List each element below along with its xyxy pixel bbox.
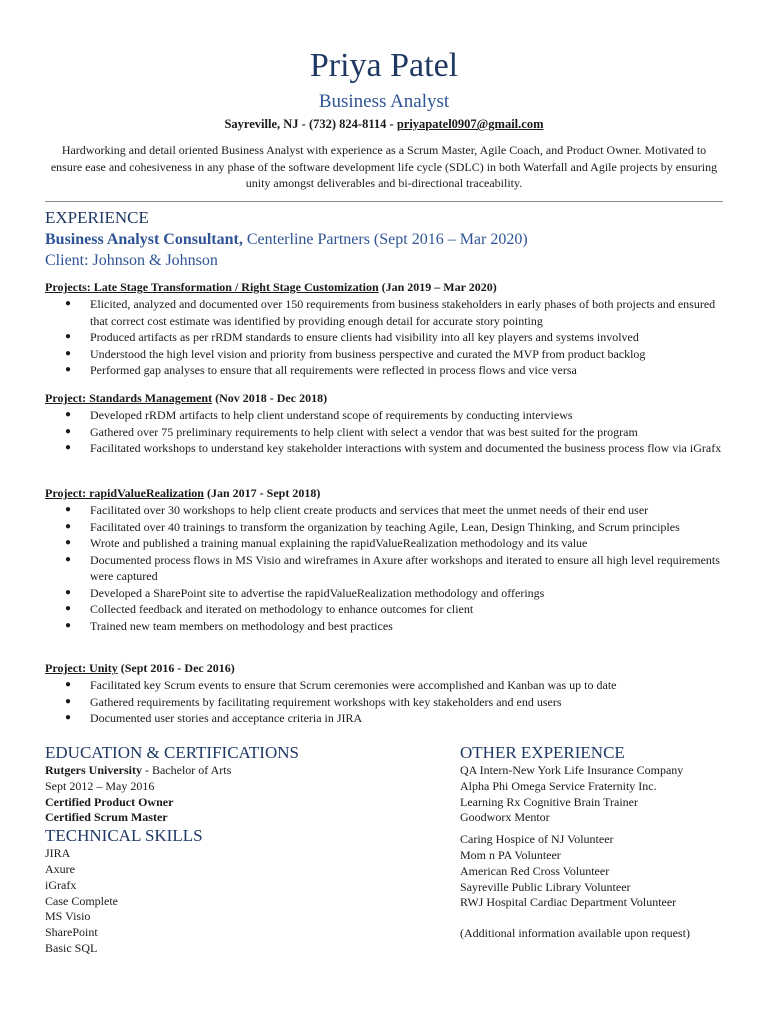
bullet-item: ● Gathered over 75 preliminary requirements to help client with select a vendor that was best suited for the program	[65, 424, 638, 439]
project-dates: (Sept 2016 - Dec 2016)	[117, 661, 235, 675]
experience-heading: EXPERIENCE	[45, 208, 149, 227]
bullet-item: ● Wrote and published a training manual explaining the rapidValueRealization methodology and its value	[65, 536, 588, 550]
project-name: Project: rapidValueRealization	[45, 486, 204, 500]
school-name: Rutgers University	[45, 763, 142, 777]
bullet-item: ● Facilitated workshops to understand key stakeholder interactions with system and documented the business process flow via iGrafx	[65, 441, 722, 455]
spacer	[460, 911, 750, 926]
email-link[interactable]: priyapatel0907@gmail.com	[396, 117, 544, 131]
job-company: Centerline Partners (Sept 2016 – Mar 2020)	[242, 231, 528, 248]
other-experience-item: Goodworx Mentor	[460, 810, 550, 825]
additional-info-note: (Additional information available upon request)	[460, 926, 690, 941]
project-block	[45, 660, 725, 727]
bullet-item: ● Facilitated over 40 trainings to transform the organization by teaching Agile, Lean, Design Thinking, and Scrum principles	[65, 519, 680, 534]
bullet-item: ● Documented user stories and acceptance criteria in JIRA	[65, 711, 363, 725]
bullet-item: ● Developed a SharePoint site to advertise the rapidValueRealization methodology and offerings	[65, 585, 545, 600]
other-experience-item: RWJ Hospital Cardiac Department Volunteer	[460, 895, 677, 910]
degree: - Bachelor of Arts	[141, 763, 232, 777]
other-experience-item: Mom n PA Volunteer	[460, 847, 561, 862]
bullet-item: ● Understood the high level vision and priority from business perspective and curated the MVP from product backlog	[65, 346, 646, 361]
right-column	[460, 743, 750, 942]
other-experience-item: Alpha Phi Omega Service Fraternity Inc.	[460, 778, 657, 793]
job-title	[45, 230, 528, 250]
other-experience-item: Caring Hospice of NJ Volunteer	[460, 832, 614, 847]
project-dates: (Jan 2019 – Mar 2020)	[378, 280, 497, 294]
other-experience-item: QA Intern-New York Life Insurance Company	[460, 763, 684, 777]
bullet-item: ● Elicited, analyzed and documented over 150 requirements from business stakeholders in early phases of both projects and ensured that correct cost estimate was identified by providing enough detail for accurate story pointing	[65, 297, 716, 328]
project-block	[45, 390, 725, 457]
bullet-item: ● Gathered requirements by facilitating requirement workshops with key stakeholders and end users	[65, 694, 562, 709]
bullet-item: ● Performed gap analyses to ensure that all requirements were reflected in process flows and vice versa	[65, 363, 577, 377]
project-dates: (Nov 2018 - Dec 2018)	[212, 391, 328, 405]
project-heading	[45, 279, 725, 296]
bullet-item: ● Produced artifacts as per rRDM standards to ensure clients had visibility into all key players and systems involved	[65, 330, 639, 344]
applicant-name: Priya Patel	[309, 47, 459, 84]
project-name: Project: Unity	[45, 661, 118, 675]
education-dates: Sept 2012 – May 2016	[45, 778, 155, 793]
project-dates: (Jan 2017 - Sept 2018)	[203, 486, 321, 500]
certification: Certified Product Owner	[45, 794, 174, 809]
professional-summary: Hardworking and detail oriented Business Analyst with experience as a Scrum Master, Agile Coach, and Product Owner. Motivated to ensure ease and cohesiveness in any phase of the software development life cycle (SDLC) in both Waterfall and Agile projects by ensuring unity amongst deliverables and bi-directional traceability.	[50, 143, 718, 190]
bullet-item: ● Documented process flows in MS Visio and wireframes in Axure after workshops and iterated to ensure all high level requirements were captured	[65, 552, 720, 583]
left-column	[45, 743, 425, 957]
bullet-item: ● Developed rRDM artifacts to help client understand scope of requirements by conducting interviews	[65, 408, 573, 422]
project-heading	[45, 390, 725, 407]
other-experience-item: Learning Rx Cognitive Brain Trainer	[460, 794, 638, 809]
other-experience-item: American Red Cross Volunteer	[460, 863, 610, 878]
other-experience-item: Sayreville Public Library Volunteer	[460, 879, 631, 894]
job-role-title: Business Analyst	[318, 91, 450, 112]
project-name: Projects: Late Stage Transformation / Right Stage Customization	[45, 280, 379, 294]
project-name: Project: Standards Management	[45, 391, 213, 405]
technical-skills-heading: TECHNICAL SKILLS	[45, 826, 203, 846]
bullet-item: ● Facilitated over 30 workshops to help client create products and services that meet the unmet needs of their end user	[65, 503, 649, 517]
skill-item: SharePoint	[45, 925, 98, 940]
certification: Certified Scrum Master	[45, 810, 168, 825]
contact-info: Sayreville, NJ - (732) 824-8114 -	[224, 117, 397, 131]
skill-item: Basic SQL	[45, 940, 98, 955]
skill-item: MS Visio	[45, 909, 91, 924]
bullet-item: ● Facilitated key Scrum events to ensure that Scrum ceremonies were accomplished and Kanban was up to date	[65, 678, 617, 692]
job-position: Business Analyst Consultant,	[45, 231, 243, 248]
contact-line	[0, 116, 768, 132]
project-block	[45, 279, 725, 379]
other-experience-heading: OTHER EXPERIENCE	[460, 743, 625, 762]
section-divider	[45, 201, 723, 202]
project-block	[45, 485, 725, 634]
skill-item: JIRA	[45, 846, 71, 861]
skill-item: iGrafx	[45, 877, 77, 892]
bullet-item: ● Collected feedback and iterated on methodology to enhance outcomes for client	[65, 602, 474, 616]
project-heading	[45, 485, 725, 502]
skill-item: Case Complete	[45, 893, 118, 908]
project-heading	[45, 660, 725, 677]
bullet-item: ● Trained new team members on methodology and best practices	[65, 618, 393, 633]
skill-item: Axure	[45, 861, 75, 876]
education-heading: EDUCATION & CERTIFICATIONS	[45, 743, 299, 762]
education-school-line	[45, 763, 425, 779]
job-client: Client: Johnson & Johnson	[45, 252, 218, 269]
